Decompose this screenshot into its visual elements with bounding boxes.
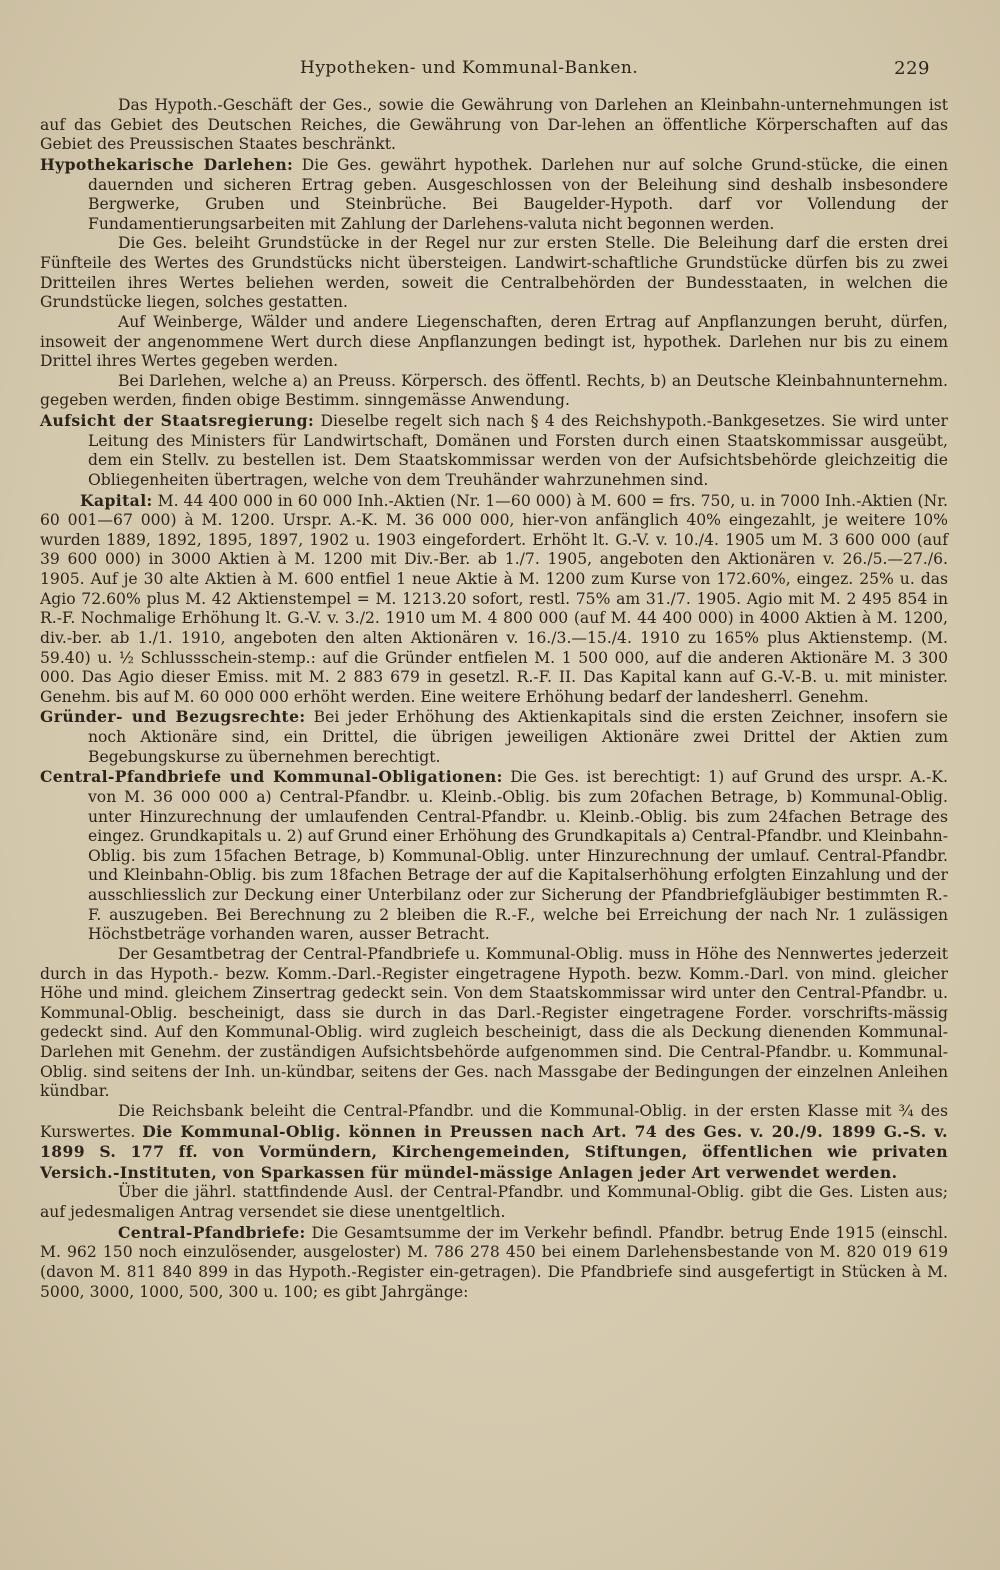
paragraph [40,96,948,155]
paragraph [40,491,948,708]
paragraph [40,155,948,235]
page-header [40,58,948,90]
section-heading: Central-Pfandbriefe und Kommunal-Obligationen: [40,767,503,787]
paragraph [40,234,948,313]
paragraph-text: Bei jeder Erhöhung des Aktienkapitals sind die ersten Zeichner, insofern sie noch Aktionäre sind, ein Drittel, die übrigen jeweiligen Aktionäre zwei Drittel der Aktien zum Begebungskurse zu übernehmen berechtigt. [88,708,949,766]
body-text [40,96,948,1302]
paragraph-text: Der Gesamtbetrag der Central-Pfandbriefe u. Kommunal-Oblig. muss in Höhe des Nennwertes jederzeit durch in das Hypoth.- bezw. Komm.-Darl.-Register eingetragene Hypoth. bezw. Komm.-Darl. von mind. gleicher Höhe und mind. gleichem Zinsertrag gedeckt sein. Von dem Staatskommissar wird unter den Central-Pfandbr. u. Kommunal-Oblig. bescheinigt, dass sie durch in das Darl.-Register eingetragene Forder. vorschrifts-mässig gedeckt sind. Auf den Kommunal-Oblig. wird zugleich bescheinigt, dass die als Deckung dienenden Kommunal-Darlehen mit Genehm. der zuständigen Aufsichtsbehörde aufgenommen sind. Die Central-Pfandbr. u. Kommunal-Oblig. sind seitens der Inh. un-kündbar, seitens der Ges. nach Massgabe der Bedingungen der einzelnen Anleihen kündbar. [40,944,948,1101]
running-title: Hypotheken- und Kommunal-Banken. [300,58,639,78]
paragraph-text: Dieselbe regelt sich nach § 4 des Reichshypoth.-Bankgesetzes. Sie wird unter Leitung des Ministers für Landwirtschaft, Domänen und Forsten durch einen Staatskommissar ausgeübt, dem ein Stellv. zu bestellen ist. Dem Staatskommissar werden von der Aufsichtsbehörde gleichzeitig die Obliegenheiten übertragen, welche von dem Treuhänder wahrzunehmen sind. [88,412,948,489]
section-heading: Aufsicht der Staatsregierung: [40,411,315,430]
paragraph [40,313,948,372]
paragraph [40,372,948,411]
paragraph-text: Über die jährl. stattfindende Ausl. der Central-Pfandbr. und Kommunal-Oblig. gibt die Ges. Listen aus; auf jedesmaligen Antrag versendet sie diese unentgeltlich. [40,1183,948,1221]
paragraph [40,1102,948,1184]
paragraph-text: Auf Weinberge, Wälder und andere Liegenschaften, deren Ertrag auf Anpflanzungen beruht, dürfen, insoweit der angenommene Wert durch diese Anpflanzungen bedingt ist, hypothek. Darlehen nur bis zu einem Drittel ihres Wertes gegeben werden. [40,312,948,371]
paragraph-text: Die Reichsbank beleiht die Central-Pfandbr. und die Kommunal-Oblig. in der ersten Klasse mit ¾ des Kurswertes. [40,1101,948,1141]
page-number: 229 [894,58,930,79]
section-heading: Kapital: [80,490,153,510]
bold-passage: Die Kommunal-Oblig. können in Preussen nach Art. 74 des Ges. v. 20./9. 1899 G.-S. v. 1899 S. 177 ff. von Vormündern, Kirchengemeinden, Stiftungen, öffentlichen wie privaten Versich.-Instituten, von Sparkassen für mündel-mässige Anlagen jeder Art verwendet werden. [40,1121,949,1182]
paragraph-text: Die Ges. gewährt hypothek. Darlehen nur auf solche Grund-stücke, die einen dauernden und sicheren Ertrag geben. Ausgeschlossen von der Beleihung sind deshalb insbesondere Bergwerke, Gruben und Steinbrüche. Bei Baugelder-Hypoth. darf vor Vollendung der Fundamentierungsarbeiten mit Zahlung der Darlehens-valuta nicht begonnen werden. [88,155,948,233]
paragraph [40,945,948,1102]
paragraph [40,411,948,491]
paragraph-text: Die Ges. beleiht Grundstücke in der Regel nur zur ersten Stelle. Die Beleihung darf die ersten drei Fünfteile des Wertes des Grundstücks nicht übersteigen. Landwirt-schaftliche Grundstücke dürfen bis zu zwei Dritteilen ihres Wertes beliehen werden, soweit die Centralbehörden der Bundesstaaten, in welchen die Grundstücke liegen, solches gestatten. [40,234,948,312]
paragraph-text: Die Ges. ist berechtigt: 1) auf Grund des urspr. A.-K. von M. 36 000 000 a) Central-Pfandbr. u. Kleinb.-Oblig. bis zum 20fachen Betrage, b) Kommunal-Oblig. unter Hinzurechnung der umlaufenden Central-Pfandbr. u. Kleinb.-Oblig. bis zum 24fachen Betrage des eingez. Grundkapitals u. 2) auf Grund einer Erhöhung des Grundkapitals a) Central-Pfandbr. und Kleinbahn-Oblig. bis zum 15fachen Betrage, b) Kommunal-Oblig. unter Hinzurechnung der umlauf. Central-Pfandbr. und Kleinbahn-Oblig. bis zum 18fachen Betrage der auf die Kapitalserhöhung erfolgten Einzahlung und der ausschliesslich zur Deckung einer Unterbilanz oder zur Sicherung der Pfandbriefgläubiger bestimmten R.-F. auszugeben. Bei Berechnung zu 2 bleiben die R.-F., welche bei Erreichung der nach Nr. 1 zulässigen Höchstbeträge vorhanden waren, ausser Betracht. [88,768,948,944]
paragraph-text: Das Hypoth.-Geschäft der Ges., sowie die Gewährung von Darlehen an Kleinbahn-unternehmungen ist auf das Gebiet des Deutschen Reiches, die Gewährung von Dar-lehen an öffentliche Körperschaften auf das Gebiet des Preussischen Staates beschränkt. [40,96,948,154]
section-heading: Central-Pfandbriefe: [118,1222,306,1242]
section-heading: Gründer- und Bezugsrechte: [40,707,306,727]
paragraph-text: Bei Darlehen, welche a) an Preuss. Körpersch. des öffentl. Rechts, b) an Deutsche Kleinbahnunternehm. gegeben werden, finden obige Bestimm. sinngemässe Anwendung. [40,371,948,410]
paragraph [40,707,948,767]
paragraph-text: Die Gesamtsumme der im Verkehr befindl. Pfandbr. betrug Ende 1915 (einschl. M. 962 150 noch einzulösender, ausgeloster) M. 786 278 450 bei einem Darlehensbestande von M. 820 019 619 (davon M. 811 840 899 in das Hypoth.-Register ein-getragen). Die Pfandbriefe sind ausgefertigt in Stücken à M. 5000, 3000, 1000, 500, 300 u. 100; es gibt Jahrgänge: [40,1223,948,1301]
paragraph-text: M. 44 400 000 in 60 000 Inh.-Aktien (Nr. 1—60 000) à M. 600 = frs. 750, u. in 7000 Inh.-Aktien (Nr. 60 001—67 000) à M. 1200. Urspr. A.-K. M. 36 000 000, hier-von anfänglich 40% eingezahlt, je weitere 10% wurden 1889, 1892, 1895, 1897, 1902 u. 1903 eingefordert. Erhöht lt. G.-V. v. 10./4. 1905 um M. 3 600 000 (auf 39 600 000) in 3000 Aktien à M. 1200 mit Div.-Ber. ab 1./7. 1905, angeboten den Aktionären v. 26./5.—27./6. 1905. Auf je 30 alte Aktien à M. 600 entfiel 1 neue Aktie à M. 1200 zum Kurse von 172.60%, eingez. 25% u. das Agio 72.60% plus M. 42 Aktienstempel = M. 1213.20 sofort, restl. 75% am 31./7. 1905. Agio mit M. 2 495 854 in R.-F. Nochmalige Erhöhung lt. G.-V. v. 3./2. 1910 um M. 4 800 000 (auf M. 44 400 000) in 4000 Aktien à M. 1200, div.-ber. ab 1./1. 1910, angeboten den alten Aktionären v. 16./3.—15./4. 1910 zu 165% plus Aktienstemp. (M. 59.40) u. ½ Schlussschein-stemp.: auf die Gründer entfielen M. 1 500 000, auf die anderen Aktionäre M. 3 300 000. Das Agio dieser Emiss. mit M. 2 883 679 in gesetzl. R.-F. II. Das Kapital kann auf G.-V.-B. u. mit minister. Genehm. bis auf M. 60 000 000 erhöht werden. Eine weitere Erhöhung bedarf der landesherrl. Genehm. [40,491,948,706]
paragraph [40,1223,948,1303]
section-heading: Hypothekarische Darlehen: [40,154,294,174]
paragraph [40,767,948,945]
paragraph [40,1183,948,1222]
